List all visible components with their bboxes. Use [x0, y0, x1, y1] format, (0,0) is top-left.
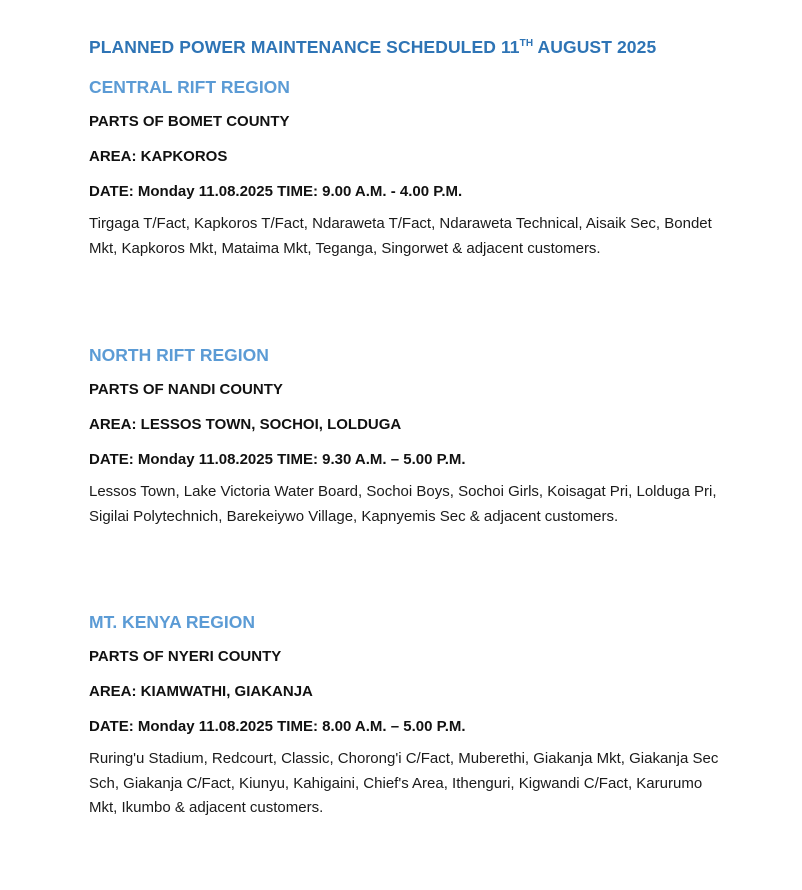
date-time-line: DATE: Monday 11.08.2025 TIME: 8.00 A.M. – 5.00 P.M.: [89, 718, 466, 735]
date-time-line: DATE: Monday 11.08.2025 TIME: 9.30 A.M. – 5.00 P.M.: [89, 451, 466, 468]
affected-areas-text: Ruring'u Stadium, Redcourt, Classic, Chorong'i C/Fact, Muberethi, Giakanja Mkt, Giakanja Sec Sch, Giakanja C/Fact, Kiunyu, Kahigaini, Chief's Area, Ithenguri, Kigwandi C/Fact, Karurumo Mkt, Ikumbo & adjacent customers.: [89, 750, 719, 816]
section-central-rift: [89, 77, 729, 261]
area-line: AREA: KIAMWATHI, GIAKANJA: [89, 683, 313, 700]
title-suffix: AUGUST 2025: [533, 37, 657, 57]
title-superscript: TH: [519, 38, 534, 49]
region-heading: NORTH RIFT REGION: [89, 345, 269, 365]
document-title: [89, 37, 656, 58]
county-line: PARTS OF NYERI COUNTY: [89, 648, 282, 665]
area-line: AREA: KAPKOROS: [89, 148, 228, 165]
county-line: PARTS OF NANDI COUNTY: [89, 381, 283, 398]
affected-areas-text: Tirgaga T/Fact, Kapkoros T/Fact, Ndaraweta T/Fact, Ndaraweta Technical, Aisaik Sec, Bondet Mkt, Kapkoros Mkt, Mataima Mkt, Teganga, Singorwet & adjacent customers.: [89, 215, 712, 257]
title-prefix: PLANNED POWER MAINTENANCE SCHEDULED 11: [89, 37, 520, 57]
affected-areas-text: Lessos Town, Lake Victoria Water Board, Sochoi Boys, Sochoi Girls, Koisagat Pri, Lolduga Pri, Sigilai Polytechnich, Barekeiywo Village, Kapnyemis Sec & adjacent customers.: [89, 483, 717, 525]
area-line: AREA: LESSOS TOWN, SOCHOI, LOLDUGA: [89, 416, 402, 433]
county-line: PARTS OF BOMET COUNTY: [89, 113, 290, 130]
section-mt-kenya: [89, 612, 729, 821]
region-heading: MT. KENYA REGION: [89, 612, 255, 632]
region-heading: CENTRAL RIFT REGION: [89, 77, 290, 97]
section-north-rift: [89, 345, 729, 529]
date-time-line: DATE: Monday 11.08.2025 TIME: 9.00 A.M. - 4.00 P.M.: [89, 183, 463, 200]
